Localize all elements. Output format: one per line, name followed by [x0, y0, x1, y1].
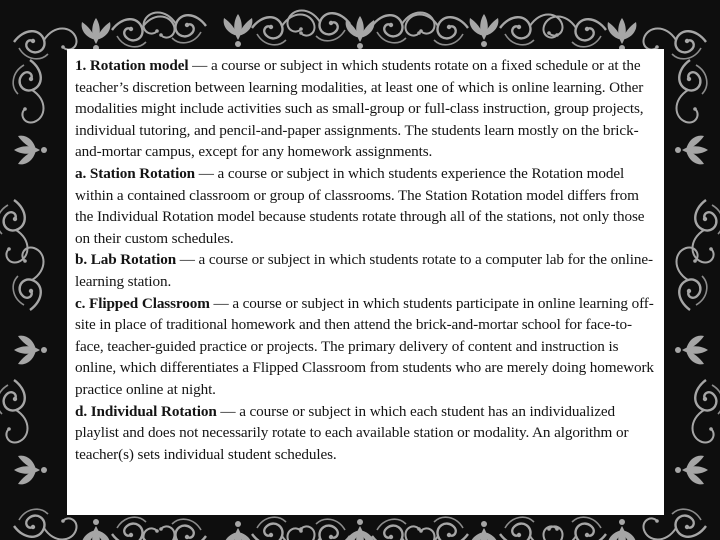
term-description: — a course or subject in which each student has an individualized playlist and does not necessarily rotate to each available station or modality. An algorithm or teacher(s) sets individual student schedules.: [75, 402, 629, 463]
section-lab-rotation: [75, 249, 656, 292]
term-heading: c. Flipped Classroom: [75, 294, 210, 312]
term-description: — a course or subject in which students participate in online learning off-site in place of traditional homework and then attend the brick-and-mortar school for face-to-face, teacher-guided practice or projects. The primary delivery of content and instruction is online, which differentiates a Flipped Classroom from students who are merely doing homework practice online at night.: [75, 294, 654, 398]
term-heading: d. Individual Rotation: [75, 402, 217, 420]
term-heading: b. Lab Rotation: [75, 251, 177, 269]
term-heading: 1. Rotation model: [75, 57, 189, 74]
section-individual-rotation: [75, 401, 656, 466]
term-description: — a course or subject in which students rotate to a computer lab for the online-learning station.: [75, 251, 653, 290]
section-flipped-classroom: [75, 293, 656, 401]
term-description: — a course or subject in which students rotate on a fixed schedule or at the teacher’s discretion between learning modalities, at least one of which is online learning. Other modalities might include activities such as small-group or full-class instruction, group projects, individual tutoring, and pencil-and-paper assignments. The students learn mostly on the brick-and-mortar campus, except for any homework assignments.: [75, 57, 644, 161]
section-rotation-model: [75, 55, 656, 163]
slide-panel: [67, 49, 664, 515]
term-description: — a course or subject in which students experience the Rotation model within a contained classroom or group of classrooms. The Station Rotation model differs from the Individual Rotation model because students rotate through all of the stations, not only those on their custom schedules.: [75, 164, 645, 247]
section-station-rotation: [75, 163, 656, 249]
slide-body: [75, 55, 656, 465]
term-heading: a. Station Rotation: [75, 164, 196, 182]
